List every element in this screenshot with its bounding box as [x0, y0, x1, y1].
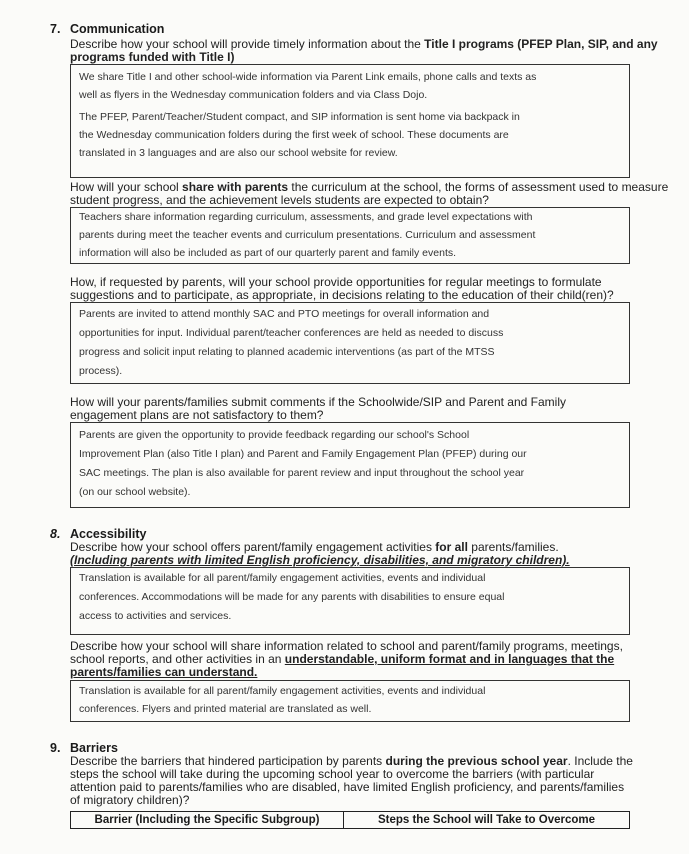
accessibility-answer-box[interactable] [70, 567, 630, 635]
q-bold-text: share with parents [182, 180, 289, 194]
section-number: 8. [50, 527, 61, 541]
section-7-prompt [70, 38, 670, 64]
prompt-text: . Include the steps the school will take during the upcoming school year to overcome the barriers (with particular attention paid to parents/families who are disabled, have limited English proficiency, and parents/families of migratory children)? [70, 754, 633, 807]
answer-line: We share Title I and other school-wide information via Parent Link emails, phone calls and texts as [79, 71, 537, 83]
section-number: 7. [50, 22, 61, 36]
meetings-answer-box[interactable] [70, 302, 630, 384]
answer-line: the Wednesday communication folders during the first week of school. These documents are [79, 129, 509, 141]
question-share-information [70, 640, 630, 679]
section-9-prompt [70, 755, 635, 807]
answer-line: The PFEP, Parent/Teacher/Student compact, and SIP information is sent home via backpack in [79, 111, 520, 123]
communication-answer-box[interactable] [70, 64, 630, 178]
q-text: How will your school [70, 180, 183, 194]
q-bold-text: understandable, uniform format and in languages that the parents/families can understand. [70, 652, 615, 679]
section-9-heading [50, 741, 118, 755]
comments-answer-box[interactable] [70, 422, 630, 508]
answer-line: information will also be included as part of our quarterly parent and family events. [79, 247, 457, 259]
answer-line: opportunities for input. Individual parent/teacher conferences are held as needed to discuss [79, 327, 504, 339]
section-8-heading [50, 527, 146, 541]
section-title: Accessibility [70, 527, 147, 541]
barriers-table [70, 811, 630, 829]
curriculum-answer-box[interactable] [70, 207, 630, 264]
section-title: Barriers [70, 741, 118, 755]
q-text: Describe how your school will share information related to school and parent/family programs, meetings, school reports, and other activities in an [70, 639, 623, 666]
answer-line: progress and solicit input relating to planned academic interventions (as part of the MTSS [79, 346, 495, 358]
answer-line: Parents are given the opportunity to provide feedback regarding our school's School [79, 429, 470, 441]
answer-line: Translation is available for all parent/family engagement activities, events and individual [79, 685, 486, 697]
answer-line: Parents are invited to attend monthly SAC and PTO meetings for overall information and [79, 308, 490, 320]
barrier-column-header: Barrier (Including the Specific Subgroup) [71, 812, 344, 829]
section-title: Communication [70, 22, 165, 36]
answer-line: process). [79, 365, 123, 377]
answer-line: Teachers share information regarding curriculum, assessments, and grade level expectations with [79, 211, 533, 223]
answer-line: conferences. Flyers and printed material are translated as well. [79, 703, 372, 715]
prompt-bold-text: Title I programs (PFEP Plan, SIP, and any programs funded with Title I) [70, 37, 658, 64]
q-text: the curriculum at the school, the forms of assessment used to measure student progress, and the achievement levels students are expected to obtain? [70, 180, 669, 207]
prompt-text: parents/families. [467, 540, 559, 554]
answer-line: parents during meet the teacher events and curriculum presentations. Curriculum and assessment [79, 229, 536, 241]
answer-line: Improvement Plan (also Title I plan) and Parent and Family Engagement Plan (PFEP) during our [79, 448, 527, 460]
answer-line: SAC meetings. The plan is also available for parent review and input throughout the school year [79, 467, 525, 479]
prompt-bold-text: during the previous school year [385, 754, 568, 768]
answer-line: Translation is available for all parent/family engagement activities, events and individual [79, 572, 486, 584]
prompt-text: Describe how your school offers parent/family engagement activities [70, 540, 436, 554]
answer-line: (on our school website). [79, 486, 191, 498]
question-submit-comments: How will your parents/families submit comments if the Schoolwide/SIP and Parent and Family engagement plans are not satisfactory to them? [70, 395, 566, 422]
prompt-emphasis-text: (Including parents with limited English proficiency, disabilities, and migratory children). [70, 553, 570, 567]
section-8-prompt [70, 541, 670, 567]
answer-line: access to activities and services. [79, 610, 232, 622]
section-number: 9. [50, 741, 61, 755]
answer-line: well as flyers in the Wednesday communication folders and via Class Dojo. [79, 89, 428, 101]
share-info-answer-box[interactable] [70, 680, 630, 722]
section-7-heading [50, 22, 164, 36]
prompt-bold-text: for all [435, 540, 468, 554]
table-header-row [71, 812, 630, 829]
question-regular-meetings: How, if requested by parents, will your school provide opportunities for regular meetings to formulate suggestions and to participate, as appropriate, in decisions relating to the education of their child(ren)? [70, 275, 614, 302]
question-share-curriculum [70, 181, 670, 207]
prompt-text: Describe how your school will provide timely information about the [70, 37, 425, 51]
prompt-text: Describe the barriers that hindered participation by parents [70, 754, 386, 768]
answer-line: translated in 3 languages and are also our school website for review. [79, 147, 398, 159]
answer-line: conferences. Accommodations will be made for any parents with disabilities to ensure equal [79, 591, 505, 603]
steps-column-header: Steps the School will Take to Overcome [344, 812, 630, 829]
